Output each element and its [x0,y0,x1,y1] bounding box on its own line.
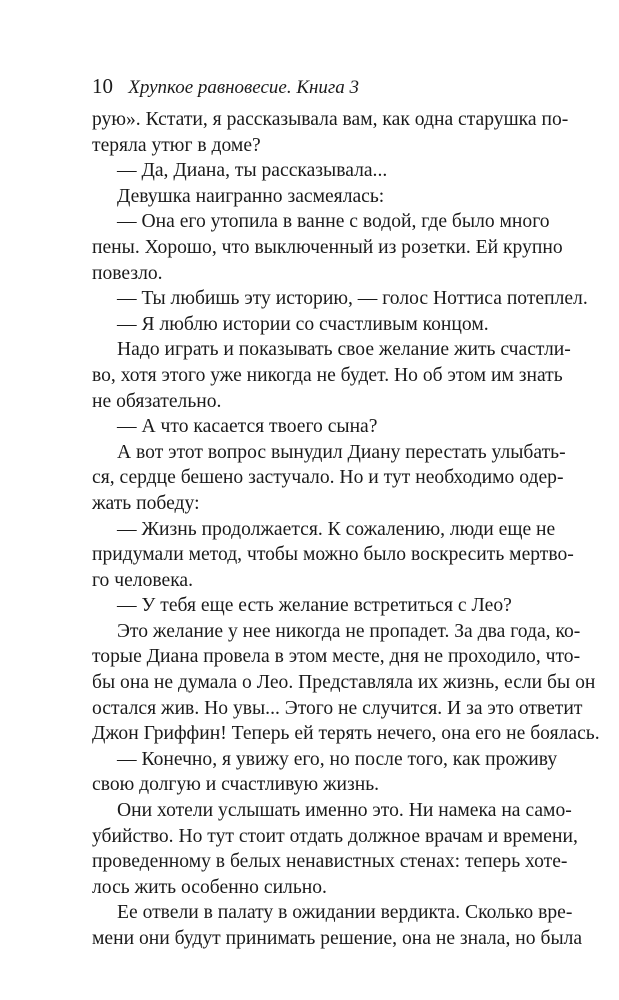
text-line: Надо играть и показывать свое желание жить счастли- [117,339,571,361]
body-text [92,107,600,952]
text-line: теряла утюг в доме? [92,134,261,156]
text-line: — Я люблю истории со счастливым концом. [117,313,489,335]
text-line: — У тебя еще есть желание встретиться с Лео? [117,595,512,617]
text-line: лось жить особенно сильно. [92,876,327,898]
text-line: свою долгую и счастливую жизнь. [92,774,380,796]
text-line: го человека. [92,569,194,591]
text-line: остался жив. Но увы... Этого не случится. И за это ответит [92,697,583,719]
text-line: А вот этот вопрос вынудил Диану перестать улыбать- [117,441,566,463]
text-line: — Она его утопила в ванне с водой, где было много [117,211,550,233]
text-line: придумали метод, чтобы можно было воскресить мертво- [92,544,574,566]
text-line: убийство. Но тут стоит отдать должное врачам и времени, [92,825,578,847]
text-line: бы она не думала о Лео. Представляла их жизнь, если бы он [92,672,596,694]
text-line: Это желание у нее никогда не пропадет. За два года, ко- [117,620,581,642]
text-line: торые Диана провела в этом месте, дня не проходило, что- [92,646,581,668]
text-line: — Ты любишь эту историю, — голос Ноттиса потеплел. [117,288,588,310]
text-line: жать победу: [92,492,200,514]
text-line: пены. Хорошо, что выключенный из розетки. Ей крупно [92,236,563,258]
text-line: во, хотя этого уже никогда не будет. Но об этом им знать [92,364,563,386]
text-line: Джон Гриффин! Теперь ей терять нечего, она его не боялась. [92,723,600,745]
text-line: Они хотели услышать именно это. Ни намека на само- [117,800,572,822]
text-line: мени они будут принимать решение, она не знала, но была [92,928,583,949]
text-line: не обязательно. [92,390,222,412]
text-line: ся, сердце бешено застучало. Но и тут необходимо одер- [92,467,564,489]
running-head [92,73,359,101]
text-line: — Жизнь продолжается. К сожалению, люди еще не [117,518,556,540]
text-line: проведенному в белых ненавистных стенах: теперь хоте- [92,851,568,873]
text-line: рую». Кстати, я рассказывала вам, как одна старушка по- [92,109,569,130]
text-line: Девушка наигранно засмеялась: [117,185,385,207]
text-line: Ее отвели в палату в ожидании вердикта. Сколько вре- [117,902,573,924]
book-title: Хрупкое равновесие. Книга 3 [128,77,360,98]
text-line: — А что касается твоего сына? [117,416,378,438]
text-line: — Да, Диана, ты рассказывала... [117,160,388,182]
text-line: повезло. [92,262,163,284]
text-line: — Конечно, я увижу его, но после того, как проживу [117,748,558,770]
page-number: 10 [92,74,113,98]
